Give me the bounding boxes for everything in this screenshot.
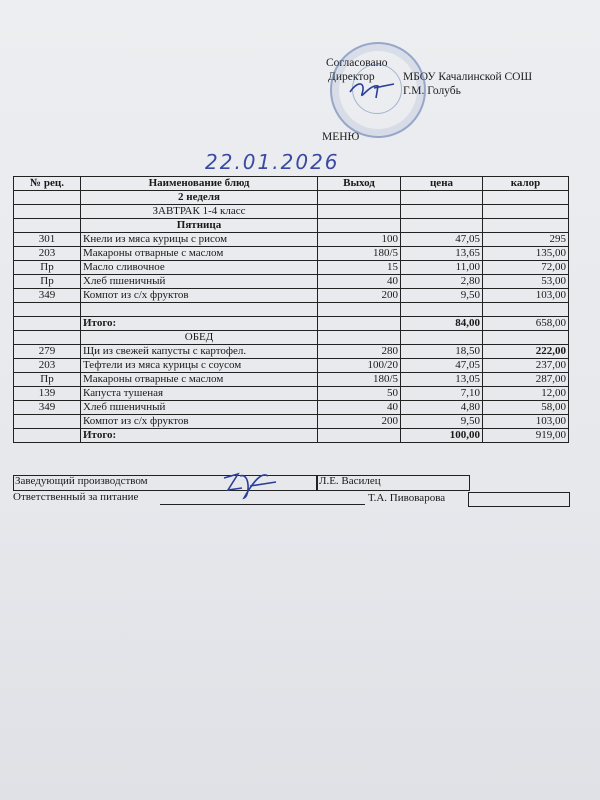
breakfast-total-price: 84,00 <box>401 317 483 331</box>
table-row: 349 Компот из с/х фруктов 200 9,50 103,00 <box>14 289 569 303</box>
lunch-title: ОБЕД <box>81 331 318 345</box>
empty-row <box>14 303 569 317</box>
table-row: Пр Масло сливочное 15 11,00 72,00 <box>14 261 569 275</box>
director-name: Г.М. Голубь <box>403 85 461 97</box>
table-row: Компот из с/х фруктов 200 9,50 103,00 <box>14 415 569 429</box>
director-signature-icon <box>348 78 398 104</box>
table-header-row <box>14 177 569 191</box>
production-head-name: Л.Е. Василец <box>319 475 381 487</box>
breakfast-title: ЗАВТРАК 1-4 класс <box>81 205 318 219</box>
table-row: 349 Хлеб пшеничный 40 4,80 58,00 <box>14 401 569 415</box>
lunch-total-price: 100,00 <box>401 429 483 443</box>
table-row: 279 Щи из свежей капусты с картофел. 280 18,50 222,00 <box>14 345 569 359</box>
nutrition-signature-line <box>160 504 365 505</box>
col-header-calories: калор <box>483 177 569 191</box>
col-header-recipe: № рец. <box>14 177 81 191</box>
table-row: Пр Макароны отварные с маслом 180/5 13,05 287,00 <box>14 373 569 387</box>
handwritten-date: 22.01.2026 <box>205 150 340 174</box>
table-row: 203 Тефтели из мяса курицы с соусом 100/20 47,05 237,00 <box>14 359 569 373</box>
breakfast-total-label: Итого: <box>81 317 318 331</box>
production-head-signature-icon <box>220 468 280 502</box>
menu-table <box>13 176 569 443</box>
col-header-price: цена <box>401 177 483 191</box>
breakfast-total-kcal: 658,00 <box>483 317 569 331</box>
col-header-output: Выход <box>318 177 401 191</box>
lunch-heading-row <box>14 331 569 345</box>
menu-caption: МЕНЮ <box>322 131 360 143</box>
col-header-dish: Наименование блюд <box>81 177 318 191</box>
nutrition-empty-box <box>468 492 570 507</box>
table-row: 301 Кнели из мяса курицы с рисом 100 47,05 295 <box>14 233 569 247</box>
week-label: 2 неделя <box>81 191 318 205</box>
nutrition-responsible-name: Т.А. Пивоварова <box>368 492 446 504</box>
approval-caption: Согласовано <box>326 57 388 69</box>
lunch-total-label: Итого: <box>81 429 318 443</box>
table-row: 139 Капуста тушеная 50 7,10 12,00 <box>14 387 569 401</box>
director-label: Директор <box>328 71 375 83</box>
breakfast-heading-row <box>14 205 569 219</box>
week-row <box>14 191 569 205</box>
breakfast-total-row <box>14 317 569 331</box>
production-head-label: Заведующий производством <box>15 475 148 487</box>
school-name: МБОУ Качалинской СОШ <box>403 71 533 83</box>
table-row: 203 Макароны отварные с маслом 180/5 13,65 135,00 <box>14 247 569 261</box>
day-row <box>14 219 569 233</box>
lunch-total-kcal: 919,00 <box>483 429 569 443</box>
table-row: Пр Хлеб пшеничный 40 2,80 53,00 <box>14 275 569 289</box>
day-label: Пятница <box>81 219 318 233</box>
lunch-total-row <box>14 429 569 443</box>
nutrition-responsible-label: Ответственный за питание <box>13 491 139 503</box>
